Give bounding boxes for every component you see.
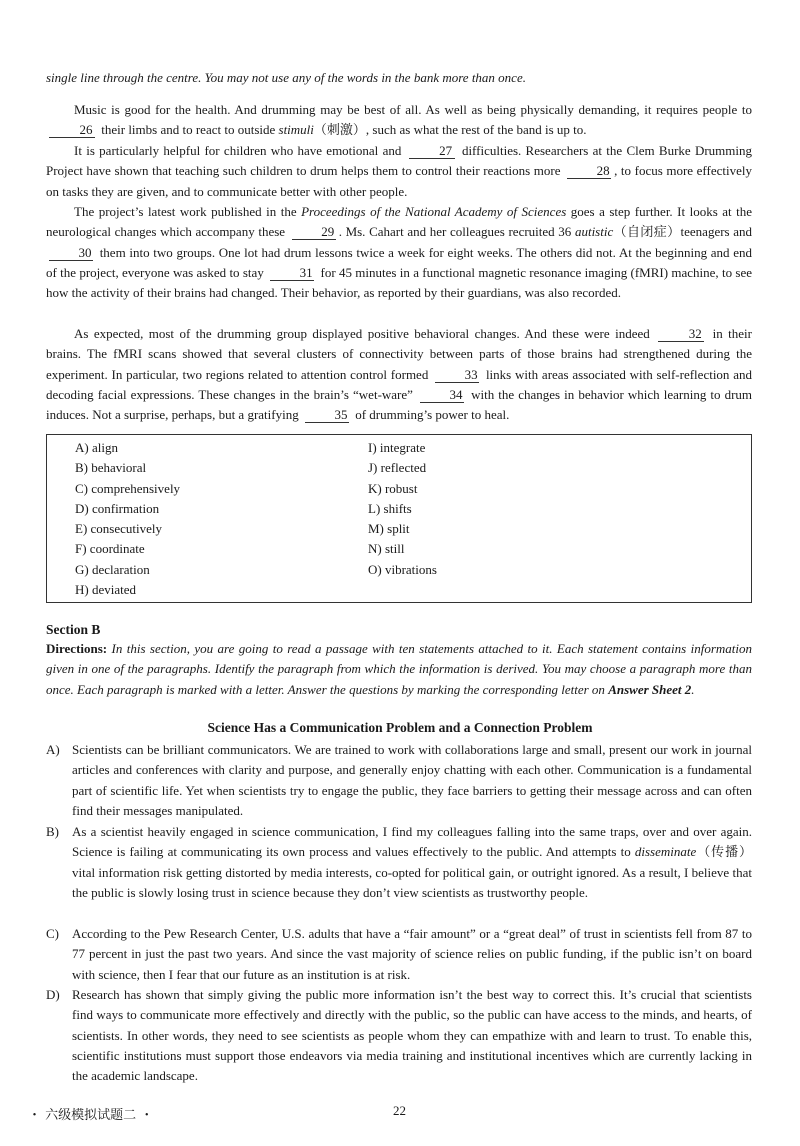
blank-28[interactable]: 28 bbox=[567, 164, 611, 179]
passage-title: Science Has a Communication Problem and a Connection Problem bbox=[207, 720, 593, 735]
word-option: H) deviated bbox=[75, 582, 137, 598]
blank-26[interactable]: 26 bbox=[49, 123, 95, 138]
word-option: G) declaration bbox=[75, 561, 150, 577]
footer-exam-name: ・ 六级模拟试题二 ・ bbox=[28, 1108, 154, 1123]
word-option: B) behavioral bbox=[75, 460, 147, 476]
passage-paragraph-2: It is particularly helpful for children who have emotional and 27 difficulties. Researchers at the Clem Burke Drumming Project have shown that teaching such children to drum helps them to control their reactions more 28 , to focus more effectively on tasks they are given, and to communicate better with other people. bbox=[46, 143, 753, 199]
blank-29[interactable]: 29 bbox=[292, 225, 336, 240]
blank-27[interactable]: 27 bbox=[409, 144, 455, 159]
word-option: E) consecutively bbox=[75, 521, 162, 537]
passage-paragraph-3: The project’s latest work published in the Proceedings of the National Academy of Sciences goes a step further. It looks at the neurological changes which accompany these 29 . Ms. Cahart and her colleagues recruited 36 autistic（自闭症）teenagers and 30 them into two groups. One lot had drum lessons twice a week for eight weeks. The others did not. At the beginning and end of the project, everyone was asked to stay 31 for 45 minutes in a functional magnetic resonance imaging (fMRI) machine, to see how the activity of their brains had changed. Their behavior, as reported by their guardians, was also recorded. bbox=[46, 204, 753, 301]
word-option: M) split bbox=[368, 521, 410, 537]
word-option: N) still bbox=[368, 541, 405, 557]
word-option: L) shifts bbox=[368, 500, 412, 516]
blank-31[interactable]: 31 bbox=[270, 266, 314, 281]
word-option: J) reflected bbox=[368, 460, 427, 476]
word-option: A) align bbox=[75, 440, 118, 455]
passage-paragraph-4: As expected, most of the drumming group displayed positive behavioral changes. And these were indeed 32 in their brains. The fMRI scans showed that several clusters of connectivity between parts of those brains had strengthened during the experiment. In particular, two regions related to attention control formed 33 links with areas associated with self-reflection and decoding facial expressions. These changes in the brain’s “wet-ware” 34 with the changes in behavior which learning to drum induces. Not a surprise, perhaps, but a gratifying 35 of drumming’s power to heal. bbox=[46, 326, 753, 423]
word-option: F) coordinate bbox=[75, 541, 145, 557]
word-option: K) robust bbox=[368, 480, 418, 496]
paragraph-b: B) As a scientist heavily engaged in science communication, I find my colleagues falling into the same traps, over and over again. Science is failing at communicating its own process and values effectively to the public. And attempts to disseminate（传播）vital information risk getting distorted by media interests, co-opted for political gain, or outright ignored. As a result, I believe that the public is slowly losing trust in science because they don’t view scientists as trustworthy people. bbox=[46, 824, 752, 900]
word-option: C) comprehensively bbox=[75, 480, 181, 496]
word-option: O) vibrations bbox=[368, 561, 437, 577]
word-option: I) integrate bbox=[368, 440, 426, 455]
passage-paragraph-1: Music is good for the health. And drumming may be best of all. As well as being physically demanding, it requires people to 26 their limbs and to react to outside stimuli（刺激）, such as what the rest of the band is up to. bbox=[46, 100, 752, 141]
section-b-directions: Directions: In this section, you are going to read a passage with ten statements attached to it. Each statement contains information given in one of the paragraphs. Identify the paragraph from which the information is derived. You may choose a paragraph more than once. Each paragraph is marked with a letter. Answer the questions by marking the corresponding letter on Answer Sheet 2. bbox=[46, 641, 753, 697]
word-bank-left-column bbox=[75, 438, 180, 600]
page-number: 22 bbox=[393, 1103, 406, 1118]
blank-30[interactable]: 30 bbox=[49, 246, 93, 261]
word-option: D) confirmation bbox=[75, 500, 160, 516]
paragraph-a: A) Scientists can be brilliant communicators. We are trained to work with collaborations large and small, present our work in journal articles and conferences with clarity and purpose, and generally enjoy chatting with each other. Communication is a fundamental part of scientific life. Yet when scientists try to engage the public, they face barriers to getting their message across and can often find their messages manipulated. bbox=[46, 742, 752, 818]
blank-32[interactable]: 32 bbox=[658, 327, 704, 342]
blank-33[interactable]: 33 bbox=[435, 368, 479, 383]
word-bank-right-column bbox=[368, 438, 437, 580]
paragraph-c: C) According to the Pew Research Center, U.S. adults that have a “fair amount” or a “great deal” of trust in scientists fell from 87 to 77 percent in just the past two years. And since the vast majority of science relies on public funding, if the public isn’t on board with science, then I fear that our future as an institution is at risk. bbox=[46, 926, 752, 982]
paragraph-d: D) Research has shown that simply giving the public more information isn’t the best way to correct this. It’s crucial that scientists find ways to communicate more effectively and directly with the public, so the public can have access to the minds, and hearts, of scientists. In other words, they need to see scientists as people whom they can empathize with and learn to trust. To enable this, scientific institutions must support those endeavors via media training and institutional incentives which are currently lacking in the academic landscape. bbox=[46, 987, 752, 1084]
blank-34[interactable]: 34 bbox=[420, 388, 464, 403]
section-b-heading: Section B bbox=[46, 622, 101, 637]
directions-continuation: single line through the centre. You may not use any of the words in the bank more than once. bbox=[46, 70, 526, 85]
word-bank bbox=[46, 434, 752, 603]
blank-35[interactable]: 35 bbox=[305, 408, 349, 423]
